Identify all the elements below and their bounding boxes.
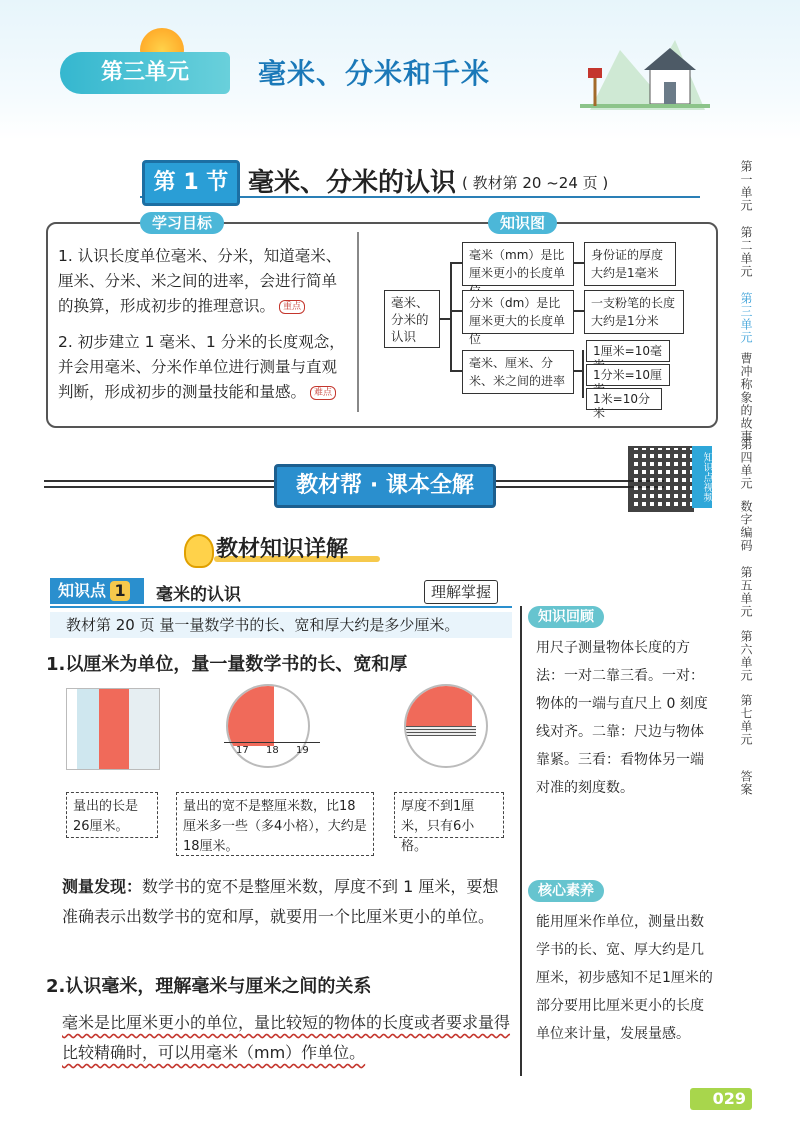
mastery-badge: 理解掌握 [424,580,498,604]
side-rule [520,606,522,1076]
tab-unit-1[interactable]: 第一单元 [739,160,753,212]
thickness-measure-image [404,684,488,768]
tab-unit-3[interactable]: 第三单元 [739,292,753,344]
review-label: 知识回顾 [528,606,604,628]
tab-unit-5[interactable]: 第五单元 [739,566,753,618]
map-connector [450,262,452,372]
map-connector [574,310,584,312]
map-dm-example: 一支粉笔的长度大约是1分米 [584,290,684,334]
map-rate-item: 1米=10分米 [586,388,662,410]
textbook-ref: 教材第 20 页 量一量数学书的长、宽和厚大约是多少厘米。 [50,612,512,638]
qr-code-icon[interactable] [628,446,694,512]
difficult-point-badge: 难点 [310,386,336,400]
tab-unit-2[interactable]: 第二单元 [739,226,753,278]
finding-label: 测量发现： [62,877,143,896]
key-point-badge: 重点 [279,300,305,314]
knowledge-point-number: 1 [110,581,130,601]
tab-unit-6[interactable]: 第六单元 [739,630,753,682]
mm-definition: 毫米是比厘米更小的单位，量比较短的物体的长度或者要求量得比较精确时，可以用毫米（mm）作单位。 [62,1013,511,1062]
map-mm: 毫米（mm）是比厘米更小的长度单 [462,242,574,286]
step-1-heading: 1.以厘米为单位，量一量数学书的长、宽和厚 [46,654,408,675]
length-measure-image [66,688,160,770]
map-label: 知识图 [488,212,557,234]
tab-unit-7[interactable]: 第七单元 [739,694,753,746]
map-root: 毫米、分米的认识 [384,290,440,348]
goal-item: 2. 初步建立 1 毫米、1 分米的长度观念，并会用毫米、分米作单位进行测量与直观判断，形成初步的测量技能和量感。 难点 [58,333,345,401]
core-label: 核心素养 [528,880,604,902]
core-text: 能用厘米作单位，测量出数学书的长、宽、厚大约是几厘米，初步感知不足1厘米的部分要用比厘米更小的长度单位来计量，发展量感。 [536,914,713,1042]
banner-title: 教材帮 · 课本全解 [274,464,496,508]
thickness-result-box: 厚度不到1厘米，只有6小格。 [394,792,504,838]
tab-answers[interactable]: 答案 [739,770,753,796]
box-divider [357,232,359,412]
knowledge-point-title: 毫米的认识 [156,585,241,605]
tab-digital-code[interactable]: 数字编码 [739,500,753,552]
tab-unit-4[interactable]: 第四单元 [739,438,753,490]
measurement-finding: 测量发现：数学书的宽不是整厘米数，厚度不到 1 厘米，要想准确表示出数学书的宽和厚，就要用一个比厘米更小的单位。 [62,877,499,926]
ruler-tick-label: 17 [236,745,249,756]
ruler-strip [224,742,320,757]
unit-title: 毫米、分米和千米 [258,57,491,90]
lightbulb-icon [184,534,214,568]
map-connector [574,262,584,264]
section-ref: ( 教材第 20 ~24 页 ) [462,174,609,192]
step-2-heading: 2.认识毫米，理解毫米与厘米之间的关系 [46,976,372,997]
map-connector [450,262,462,264]
goals-label: 学习目标 [140,212,224,234]
ruler-tick-label: 18 [266,745,279,756]
section-title: 毫米、分米的认识 [248,168,457,198]
width-result-box: 量出的宽不是整厘米数，比18厘米多一些（多4小格），大约是18厘米。 [176,792,374,856]
qr-tag: 知识点视频 [692,446,712,508]
map-dm: 分米（dm）是比厘米更大的长度单位 [462,290,574,334]
map-connector [450,310,462,312]
map-rate: 毫米、厘米、分米、米之间的进率 [462,350,574,394]
tab-caochong[interactable]: 曹冲称象的故事 [739,352,753,443]
goal-item: 1. 认识长度单位毫米、分米，知道毫米、厘米、分米、米之间的进率，会进行简单的换算，形成初步的推理意识。 重点 [58,247,342,315]
map-rate-item: 1厘米=10毫 [586,340,670,362]
map-connector [450,370,462,372]
knowledge-point-tag: 知识点 1 [50,578,144,604]
map-mm-example: 身份证的厚度大约是1毫米 [584,242,676,286]
section-badge: 第 1 节 [142,160,240,206]
knowledge-heading: 教材知识详解 [216,537,349,562]
page-number: 029 [690,1088,752,1110]
map-rate-item: 1分米=10厘 [586,364,670,386]
house-illustration-icon [580,30,710,110]
review-text: 用尺子测量物体长度的方法：一对二靠三看。一对：物体的一端与直尺上 0 刻度线对齐。二靠：尺边与物体靠紧。三看：看物体另一端对准的刻度数。 [536,640,708,796]
ruler-tick-label: 19 [296,745,309,756]
map-connector [440,318,450,320]
unit-label: 第三单元 [60,52,230,94]
map-connector [582,350,584,398]
length-result-box: 量出的长是26厘米。 [66,792,158,838]
